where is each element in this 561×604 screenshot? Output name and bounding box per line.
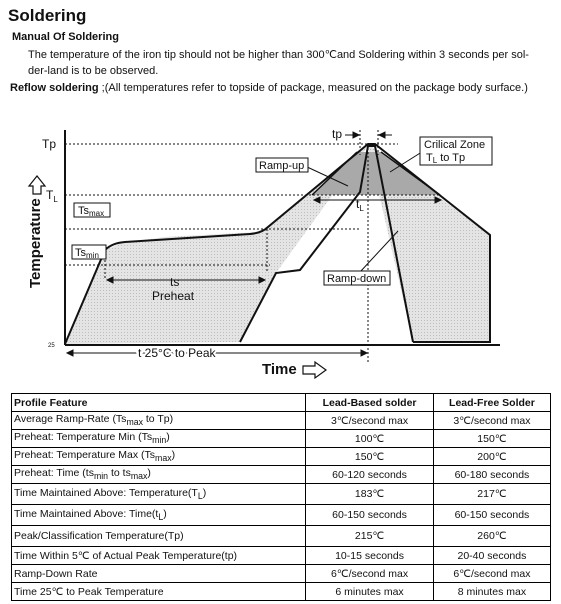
table-row (12, 526, 551, 547)
ramp-down-label: Ramp-down (327, 273, 387, 285)
lead-free-cell: 260℃ (433, 526, 550, 547)
tp-axis-label: Tp (42, 137, 57, 151)
temperature-axis-title: Temperature (27, 198, 44, 288)
t25-arrow-right (361, 350, 367, 356)
table-header-row (12, 394, 551, 412)
table-row (12, 448, 551, 466)
profile-band-fill (65, 144, 490, 344)
feature-cell: Preheat: Temperature Max $(Ts_{max})$ (12, 448, 306, 466)
lead-based-cell: 183℃ (306, 484, 434, 505)
lead-based-cell: 60-150 seconds (306, 505, 434, 526)
feature-cell: Average Ramp-Rate ($Ts_{max}$ to Tp) (12, 412, 306, 430)
header-profile-feature: Profile Feature (12, 394, 306, 412)
feature-cell: Ramp-Down Rate (12, 565, 306, 583)
page-title: Soldering (8, 6, 87, 25)
ts-min-label: Tsmin (75, 247, 99, 260)
manual-soldering-heading: Manual Of Soldering (12, 31, 119, 43)
reflow-soldering-heading: Reflow soldering (10, 82, 99, 94)
table-row (12, 484, 551, 505)
lead-free-cell: 6℃/second max (433, 565, 550, 583)
lead-based-cell: 60-120 seconds (306, 466, 434, 484)
header-lead-free: Lead-Free Solder (433, 394, 550, 412)
lead-based-cell: 150℃ (306, 448, 434, 466)
lead-free-cell: 8 minutes max (433, 583, 550, 601)
table-row (12, 505, 551, 526)
reflow-soldering-note: ;(All temperatures refer to topside of package, measured on the package body surface.) (98, 82, 528, 94)
t25-arrow-left (67, 350, 73, 356)
table-row (12, 565, 551, 583)
lead-based-cell: 100℃ (306, 430, 434, 448)
lead-free-cell: 217℃ (433, 484, 550, 505)
tp-arrowhead-right (379, 132, 385, 138)
manual-soldering-text-line1: The temperature of the iron tip should not be higher than 300℃and Soldering within 3 seconds per sol- (28, 49, 529, 61)
ts-label: ts (170, 275, 180, 289)
critical-zone-label-1: Crilical Zone (424, 139, 486, 151)
feature-cell: Preheat: Temperature Min $(Ts_{min})$ (12, 430, 306, 448)
feature-cell: Time 25℃ to Peak Temperature (12, 583, 306, 601)
table-row (12, 466, 551, 484)
feature-cell: Time Maintained Above: $Temperature(T_L)$ (12, 484, 306, 505)
lead-free-cell: 3℃/second max (433, 412, 550, 430)
table-row (12, 547, 551, 565)
table-row (12, 583, 551, 601)
temperature-arrow-icon (29, 176, 45, 194)
time-axis-title: Time (262, 361, 297, 378)
lead-based-cell: 3℃/second max (306, 412, 434, 430)
ts-max-label: Tsmax (78, 205, 105, 218)
feature-cell: Preheat: Time ($ts_{min}$ to $ts_{max}$) (12, 466, 306, 484)
tl-axis-label: $T_L$ (46, 188, 58, 204)
t25-axis-label: 25 (48, 343, 55, 349)
critical-zone-label-2: TL to Tp (426, 152, 466, 165)
reflow-profile-diagram (0, 100, 561, 390)
tp-time-label: tp (332, 127, 343, 141)
lead-based-cell: 10-15 seconds (306, 547, 434, 565)
ramp-up-label: Ramp-up (259, 160, 305, 172)
lead-free-cell: 60-150 seconds (433, 505, 550, 526)
feature-cell: Time Within 5℃ of Actual Peak Temperature(tp) (12, 547, 306, 565)
reflow-soldering-line (10, 82, 528, 94)
lead-free-cell: 60-180 seconds (433, 466, 550, 484)
tp-arrowhead-left (353, 132, 359, 138)
header-lead-based: Lead-Based solder (306, 394, 434, 412)
table-row (12, 430, 551, 448)
lead-free-cell: 20-40 seconds (433, 547, 550, 565)
manual-soldering-text-line2: der-land is to be observed. (28, 65, 159, 77)
reflow-profile-table (11, 393, 551, 601)
lead-based-cell: 6 minutes max (306, 583, 434, 601)
feature-cell: Peak/Classification Temperature(Tp) (12, 526, 306, 547)
lead-free-cell: 200℃ (433, 448, 550, 466)
feature-cell: Time Maintained Above: $Time(t_L)$ (12, 505, 306, 526)
lead-free-cell: 150℃ (433, 430, 550, 448)
t25-to-peak-label: t 25°C to Peak (138, 346, 216, 360)
preheat-label: Preheat (152, 289, 195, 303)
table-row (12, 412, 551, 430)
tl-time-label: $t_L$ (356, 197, 364, 213)
lead-based-cell: 215℃ (306, 526, 434, 547)
time-arrow-icon (303, 362, 326, 378)
lead-based-cell: 6℃/second max (306, 565, 434, 583)
